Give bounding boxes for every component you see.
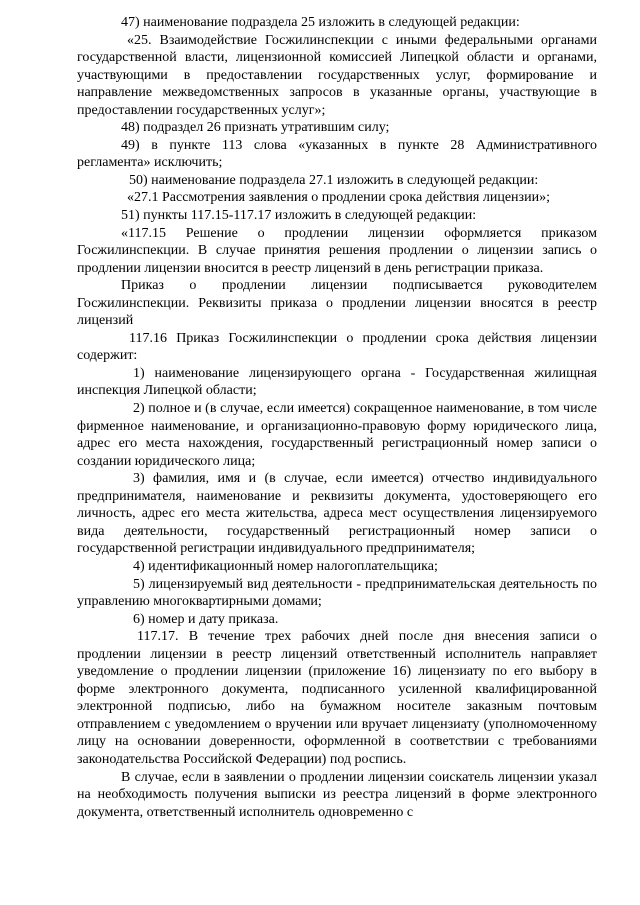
paragraph-item-51: 51) пункты 117.15-117.17 изложить в следующей редакции:: [121, 208, 477, 224]
paragraph-item-49: 49) в пункте 113 слова «указанных в пункте 28 Административного регламента» исключить;: [77, 137, 597, 171]
paragraph-117-17: 117.17. В течение трех рабочих дней после дня внесения записи о продлении лицензии в реестр лицензий ответственный исполнитель направляет уведомление о продлении лицензии (приложение 16) лицензиату по его выбору в форме электронного документа, подписанного усиленной квалифицированной электронной подписью, либо на бумажном носителе заказным почтовым отправлением с уведомлением о вручении или вручает лицензиату (уполномоченному лицу на основании доверенности, оформленной в соответствии с требованиями законодательства Российской Федерации) под роспись.: [77, 629, 597, 767]
paragraph-item-48: 48) подраздел 26 признать утратившим силу;: [121, 120, 390, 136]
paragraph-117-16-item-3: 3) фамилия, имя и (в случае, если имеется) отчество индивидуального предпринимателя, наименование и реквизиты документа, удостоверяющего его личность, адрес его места жительства, адреса мест осуществления лицензируемого вида деятельности, государственный регистрационный номер записи о государственной регистрации индивидуального предпринимателя;: [77, 471, 597, 557]
paragraph-117-16-item-1: 1) наименование лицензирующего органа - Государственная жилищная инспекция Липецкой области;: [77, 365, 597, 399]
paragraph-117-15: «117.15 Решение о продлении лицензии оформляется приказом Госжилинспекции. В случае принятия решения продлении о лицензии запись о продлении лицензии вносится в реестр лицензий в день регистрации приказа.: [77, 225, 597, 276]
paragraph-117-16-item-2: 2) полное и (в случае, если имеется) сокращенное наименование, в том числе фирменное наименование, и организационно-правовую форму юридического лица, адрес его места нахождения, государственный регистрационный номер записи о создании юридического лица;: [77, 401, 597, 469]
paragraph-117-16-item-5: 5) лицензируемый вид деятельности - предпринимательская деятельность по управлению многоквартирными домами;: [77, 576, 597, 610]
paragraph-117-16-item-6: 6) номер и дату приказа.: [133, 611, 279, 627]
paragraph-item-50: 50) наименование подраздела 27.1 изложить в следующей редакции:: [129, 172, 539, 188]
document-body: [77, 14, 597, 821]
paragraph-section-25-text: «25. Взаимодействие Госжилинспекции с иными федеральными органами государственной власти, лицензионной комиссией Липецкой области и органами, участвующими в предоставлении государственных услуг, формирование и направление межведомственных запросов в указанные органы, участвующие в предоставлении государственных услуг»;: [77, 32, 597, 118]
paragraph-section-27-1-text: «27.1 Рассмотрения заявления о продлении срока действия лицензии»;: [127, 190, 550, 206]
paragraph-extract-request: В случае, если в заявлении о продлении лицензии соискатель лицензии указал на необходимость получения выписки из реестра лицензий в форме электронного документа, ответственный исполнитель одновременно с: [77, 769, 597, 820]
paragraph-item-47: 47) наименование подраздела 25 изложить в следующей редакции:: [121, 15, 520, 30]
paragraph-117-16: 117.16 Приказ Госжилинспекции о продлении срока действия лицензии содержит:: [77, 330, 597, 364]
paragraph-order-signing: Приказ о продлении лицензии подписывается руководителем Госжилинспекции. Реквизиты приказа о продлении лицензии вносятся в реестр лицензий: [77, 278, 597, 329]
paragraph-117-16-item-4: 4) идентификационный номер налогоплательщика;: [133, 558, 438, 574]
